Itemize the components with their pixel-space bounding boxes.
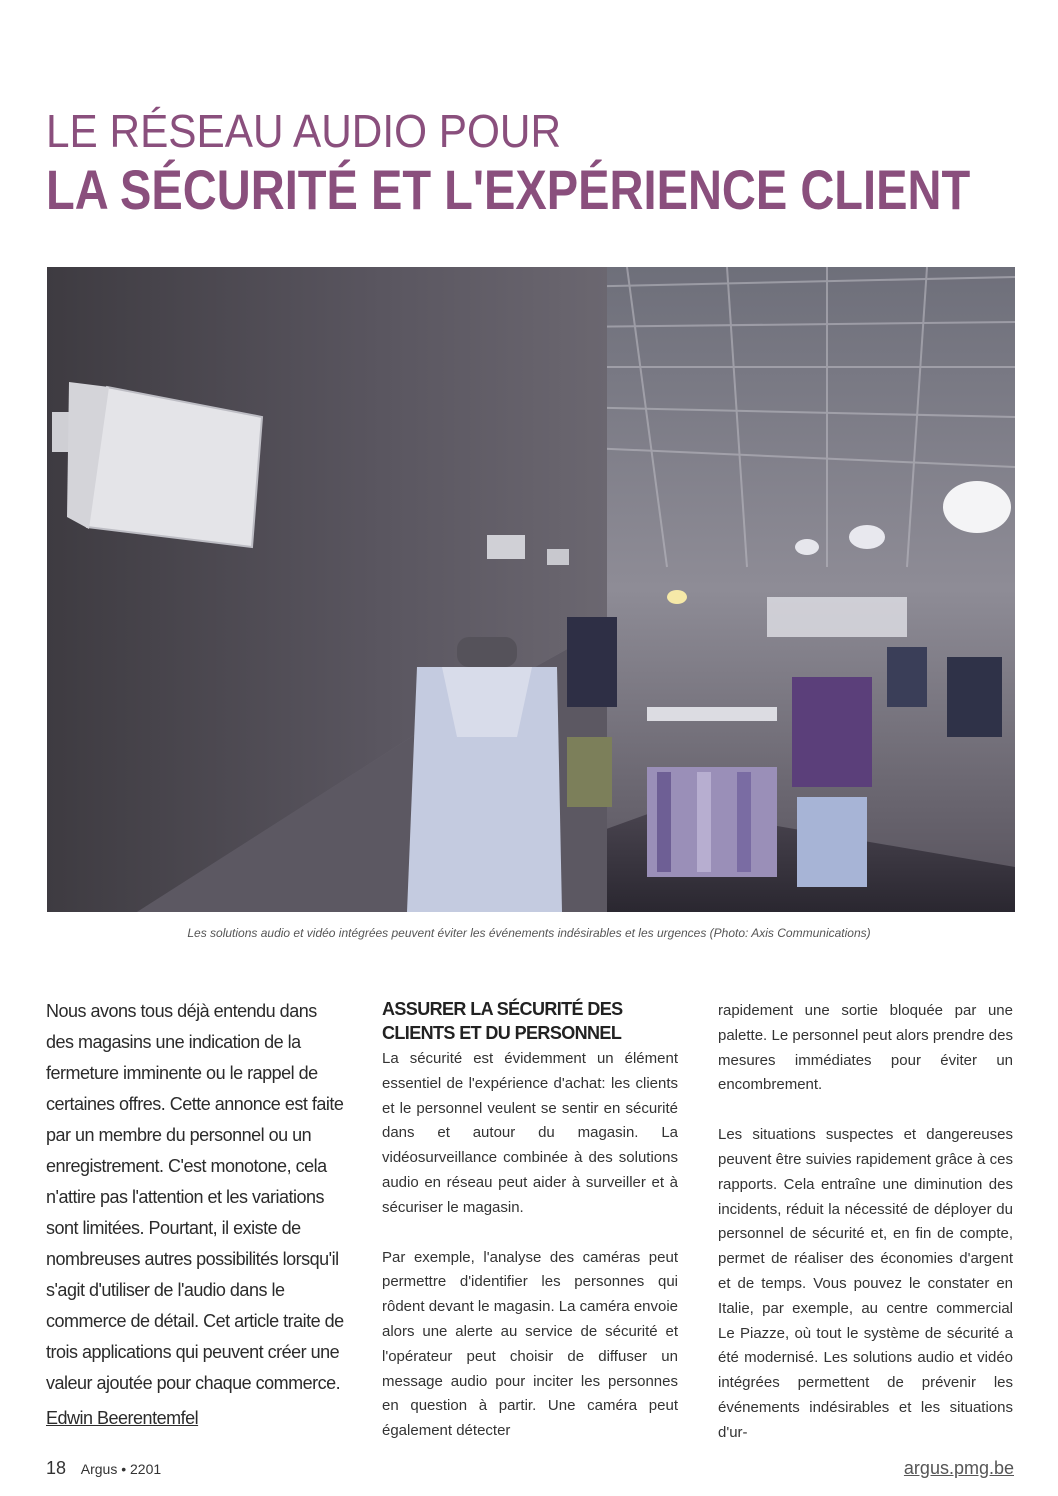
intro-paragraph: Nous avons tous déjà entendu dans des magasins une indication de la fermeture imminente ou le rappel de certaines offres. Cette annonce est faite par un membre du personnel ou un enregistrement. C'est monotone, cela n'attire pas l'attention et les variations sont limitées. Pourtant, il existe de nombreuses autres possibilités lorsqu'il s'agit d'utiliser de l'audio dans le commerce de détail. Cet article traite de trois applications qui peuvent créer une valeur ajoutée pour chaque commerce. <box>46 1001 344 1393</box>
small-speaker <box>547 549 569 565</box>
paragraph: La sécurité est évidemment un élément essentiel de l'expérience d'achat: les clients et le personnel veulent se sentir en sécurité dans et autour du magasin. La vidéosurveillance combinée à des solutions audio en réseau peut aider à surveiller et à sécuriser le magasin. <box>382 1050 678 1216</box>
display-sign <box>767 597 907 637</box>
store-photo <box>47 267 1015 912</box>
website-link[interactable]: argus.pmg.be <box>903 1458 1014 1478</box>
paragraph: Par exemple, l'analyse des caméras peut permettre d'identifier les personnes qui rôdent devant le magasin. La caméra envoie alors une alerte au service de sécurité et l'opérateur peut choisir de diffuser un message audio pour inciter les personnes en question à partir. Une caméra peut également détecter <box>382 1248 679 1440</box>
mannequin <box>407 637 562 912</box>
paragraph: rapidement une sortie bloquée par une palette. Le personnel peut alors prendre des mesures immédiates pour éviter un encombrement. <box>718 1002 1013 1094</box>
page-number: 18 <box>46 1458 67 1478</box>
article-column-3 <box>718 999 1013 1446</box>
author-name: Edwin Beerentemfel <box>46 1408 199 1428</box>
section-heading: ASSURER LA SÉCURITÉ DES CLIENTS ET DU PERSONNEL <box>382 999 623 1043</box>
display-table <box>647 707 777 721</box>
headline-line-2: LA SÉCURITÉ ET L'EXPÉRIENCE CLIENT <box>46 158 971 221</box>
headline-line-1: LE RÉSEAU AUDIO POUR <box>46 105 562 157</box>
magazine-issue: Argus • 2201 <box>80 1461 162 1477</box>
page-folio <box>46 1458 161 1479</box>
small-speaker <box>487 535 525 559</box>
photo-caption: Les solutions audio et vidéo intégrées peuvent éviter les événements indésirables et les urgences (Photo: Axis Communications) <box>187 926 871 940</box>
paragraph: Les situations suspectes et dangereuses peuvent être suivies rapidement grâce à ces rapports. Cela entraîne une diminution des incidents, réduit la nécessité de déployer du personnel de sécurité et, en fin de compte, permet de réaliser des économies d'argent et de temps. Vous pouvez le constater en Italie, par exemple, au centre commercial Le Piazze, où tout le système de sécurité a été modernisé. Les solutions audio et vidéo intégrées permettent de prévenir les événements indésirables et les situations d'ur- <box>718 1126 1013 1441</box>
article-column-2 <box>382 997 678 1444</box>
